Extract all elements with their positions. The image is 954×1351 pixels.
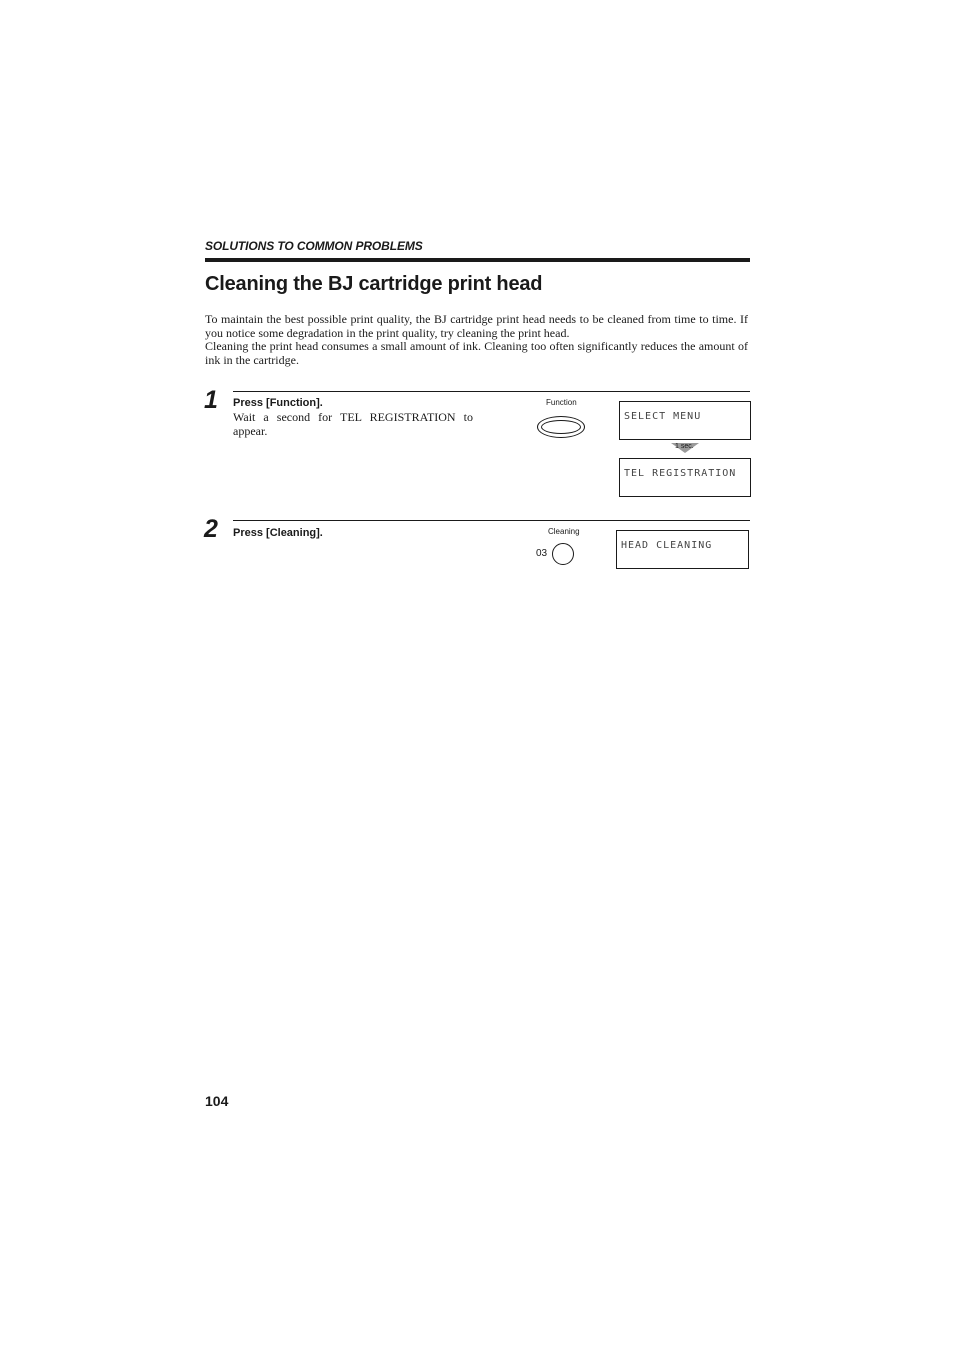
lcd-display-head-cleaning: HEAD CLEANING [616, 530, 749, 569]
step-number-2: 2 [204, 515, 218, 543]
step-2-rule [233, 520, 750, 521]
page-number: 104 [205, 1093, 229, 1109]
function-key-inner-ring [541, 420, 581, 434]
page-title: Cleaning the BJ cartridge print head [205, 273, 543, 295]
section-label: SOLUTIONS TO COMMON PROBLEMS [205, 239, 423, 253]
header-rule [205, 258, 750, 262]
intro-paragraph-1: To maintain the best possible print quality, the BJ cartridge print head needs to be cleaned from time to time. If you notice some degradation in the print quality, try cleaning the print head. [205, 312, 748, 340]
lcd-display-tel-registration: TEL REGISTRATION [619, 458, 751, 497]
cleaning-key-icon [552, 543, 574, 565]
lcd-display-select-menu: SELECT MENU [619, 401, 751, 440]
step-1-heading: Press [Function]. [233, 397, 323, 409]
delay-label: 1 sec. [675, 443, 694, 450]
step-1-rule [233, 391, 750, 392]
function-key-label: Function [546, 398, 577, 407]
intro-paragraph-2: Cleaning the print head consumes a small amount of ink. Cleaning too often significantly reduces the amount of ink in the cartridge. [205, 339, 748, 367]
step-2-heading: Press [Cleaning]. [233, 527, 323, 539]
function-key-icon [537, 416, 585, 438]
cleaning-key-number: 03 [536, 548, 548, 559]
step-number-1: 1 [204, 386, 218, 414]
step-1-body: Wait a second for TEL REGISTRATION to appear. [233, 410, 473, 438]
intro-text [205, 313, 748, 367]
cleaning-key-label: Cleaning [548, 527, 580, 536]
